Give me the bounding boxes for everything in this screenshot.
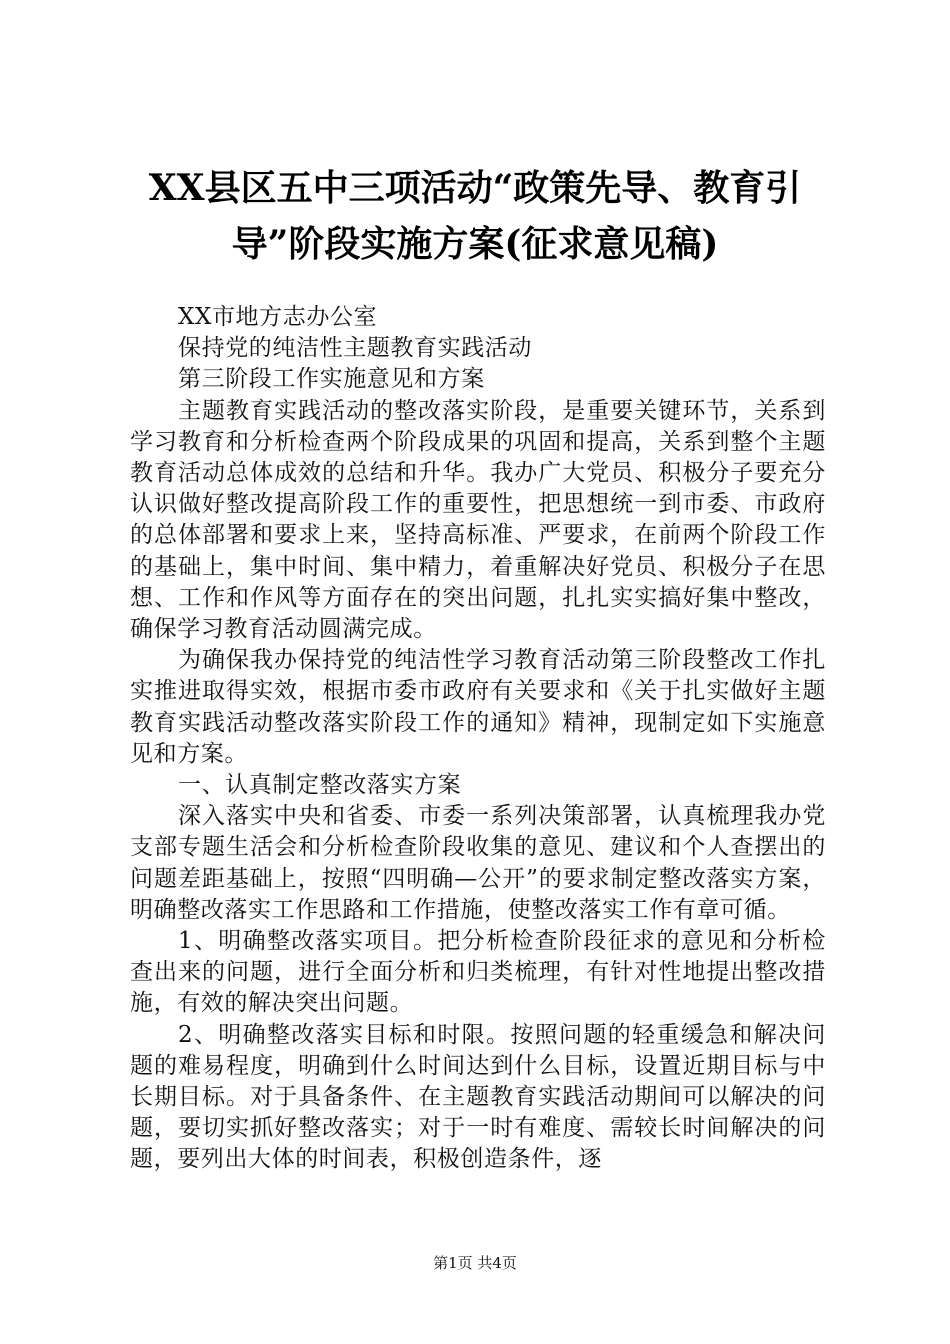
subtitle-line: 第三阶段工作实施意见和方案 [178,366,485,393]
body-paragraph: 1、明确整改落实项目。把分析检查阶段征求的意见和分析检查出来的问题，进行全面分析和归类梳理，有针对性地提出整改措施，有效的解决突出问题。 [130,928,826,1017]
title-line-2: 导”阶段实施方案(征求意见稿) [231,223,719,265]
title-line-1: XX县区五中三项活动“政策先导、教育引 [148,167,802,209]
body-paragraph: 深入落实中央和省委、市委一系列决策部署，认真梳理我办党支部专题生活会和分析检查阶段收集的意见、建议和个人查摆出的问题差距基础上，按照“四明确—公开”的要求制定整改落实方案，明确整改落实工作思路和工作措施，使整改落实工作有章可循。 [130,803,826,923]
issuer-line: XX市地方志办公室 [178,304,378,330]
page-footer: 第1页 共4页 [433,1254,517,1272]
body-paragraph: 主题教育实践活动的整改落实阶段，是重要关键环节，关系到学习教育和分析检查两个阶段成果的巩固和提高，关系到整个主题教育活动总体成效的总结和升华。我办广大党员、积极分子要充分认识做好整改提高阶段工作的重要性，把思想统一到市委、市政府的总体部署和要求上来，坚持高标准、严要求，在前两个阶段工作的基础上，集中时间、集中精力，着重解决好党员、积极分子在思想、工作和作风等方面存在的突出问题，扎扎实实搞好集中整改，确保学习教育活动圆满完成。 [130,397,826,643]
document-title [130,160,820,272]
document-body [130,302,826,1176]
subtitle-line: 保持党的纯洁性主题教育实践活动 [178,335,532,362]
body-paragraph: 2、明确整改落实目标和时限。按照问题的轻重缓急和解决问题的难易程度，明确到什么时间达到什么目标，设置近期目标与中长期目标。对于具备条件、在主题教育实践活动期间可以解决的问题，要切实抓好整改落实；对于一时有难度、需较长时间解决的问题，要列出大体的时间表，积极创造条件，逐 [130,1021,826,1173]
section-heading: 一、认真制定整改落实方案 [178,772,462,799]
body-paragraph: 为确保我办保持党的纯洁性学习教育活动第三阶段整改工作扎实推进取得实效，根据市委市政府有关要求和《关于扎实做好主题教育实践活动整改落实阶段工作的通知》精神，现制定如下实施意见和方案。 [130,647,826,767]
